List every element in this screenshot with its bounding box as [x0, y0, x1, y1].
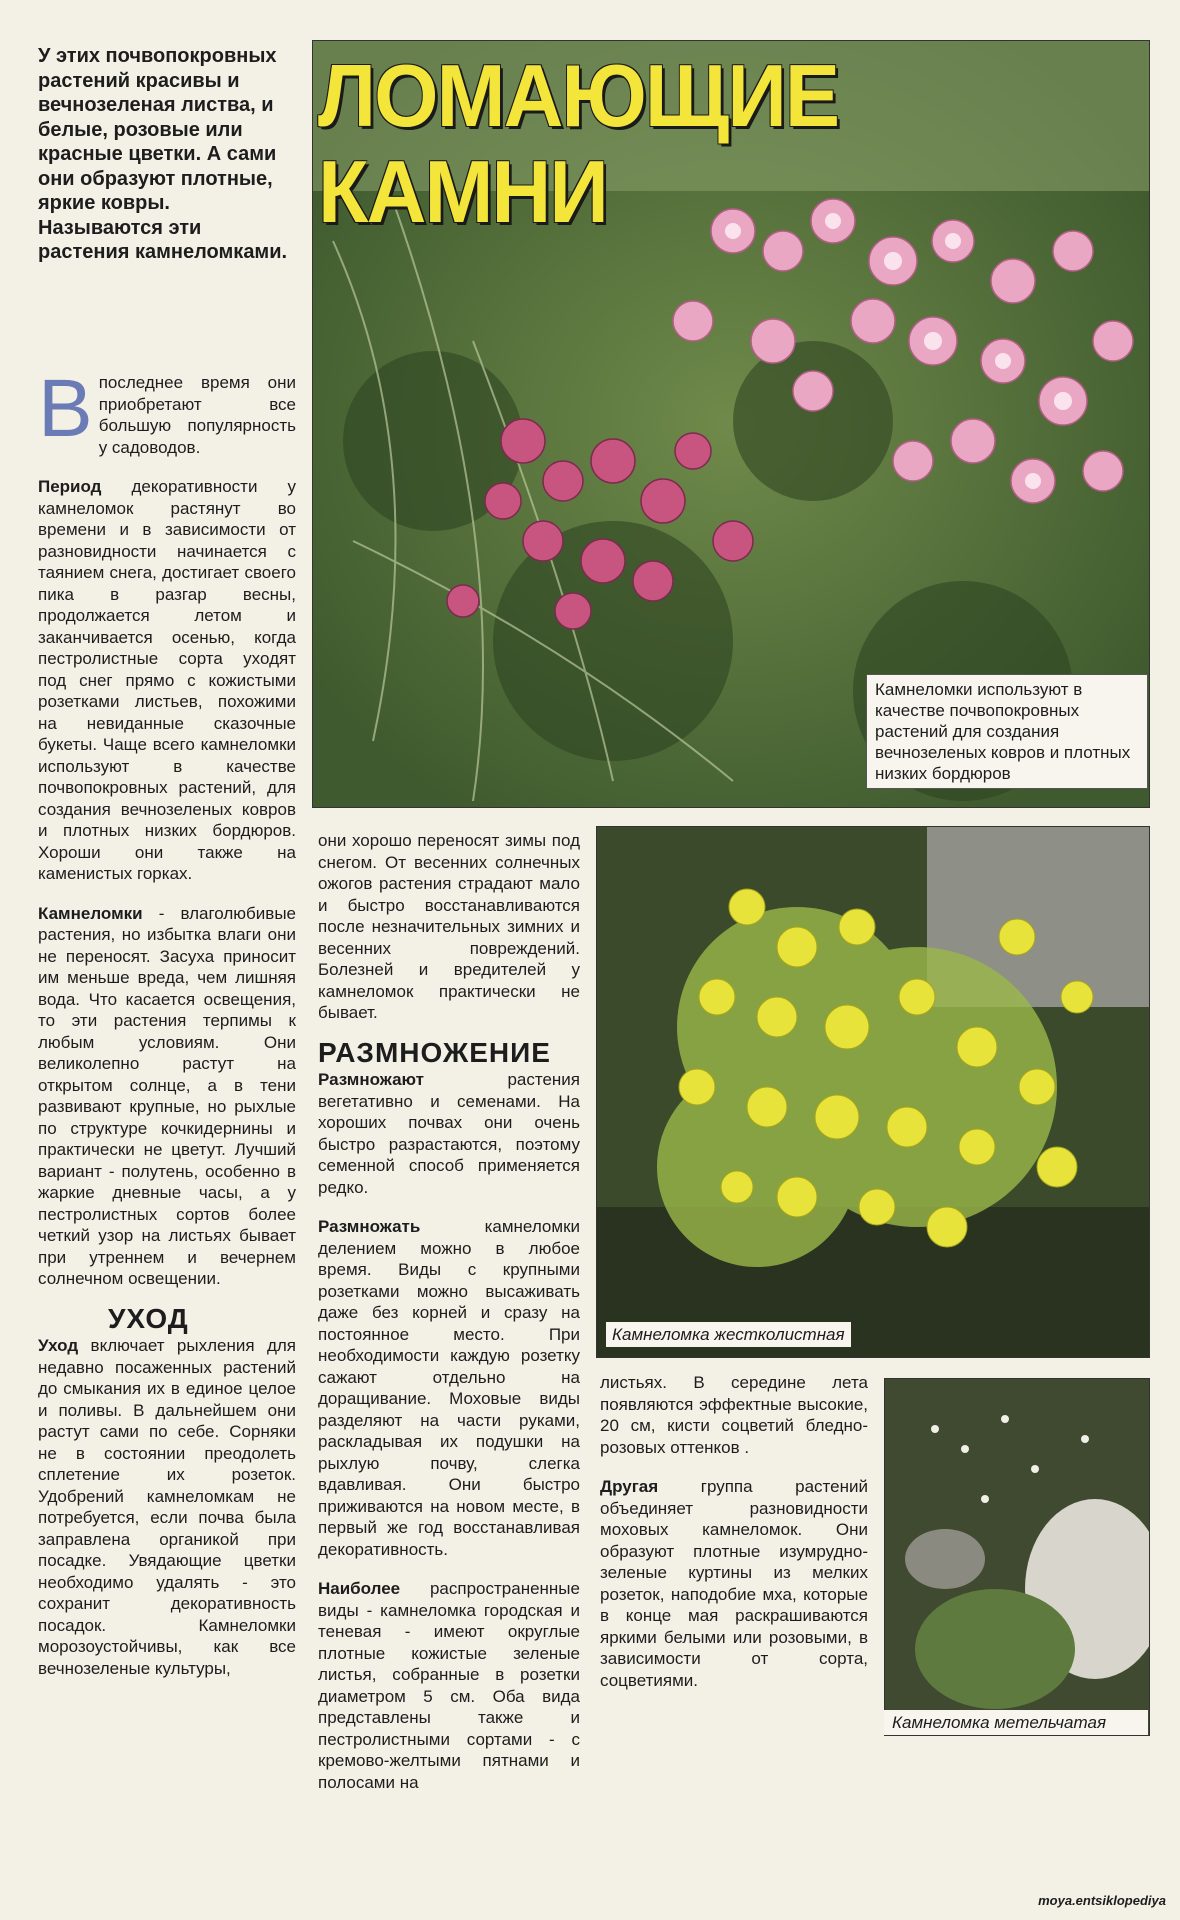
small-plant-illustration	[885, 1379, 1149, 1735]
yellow-flowers-illustration	[597, 827, 1149, 1357]
paragraph-3-first: Камнеломки	[38, 903, 143, 923]
paragraph-1	[38, 363, 296, 458]
paragraph-4-text: включает рыхления для недавно посаженных растений до смыкания их в единое целое и поливы. В дальнейшем они растут сами по себе. Сорняки не в состоянии преодолеть сплетение их розеток. Удобрений камнеломкам не потребуется, если почва была заправлена органикой при посадке. Увядающие цветки необходимо удалять - это сохранит декоративность посадок. Камнеломки морозоустойчивы, как все вечнозеленые культуры,	[38, 1336, 296, 1678]
paragraph-2-text: декоративности у камнеломок растянут во времени и в зависимости от разновидности начинается с таянием снега, достигает своего пика в разгар весны, продолжается летом и заканчивается осенью, когда пестролистные сорта уходят под снег прямо с кожистыми розетками листьев, похожими на невиданные сказочные букеты. Чаще всего камнеломки используют в качестве почвопокровных растений, для создания вечнозеленых ковров и плотных низких бордюров. Хороши они также на каменистых горках.	[38, 477, 296, 883]
photo-yellow-saxifrage	[596, 826, 1150, 1358]
column-2-paragraph-3-text: камнеломки делением можно в любое время. Виды с крупными розетками можно высаживать даже без корней и сразу на постоянное место. При необходимости каждую розетку сажают отдельно на доращивание. Моховые виды разделяют на части руками, раскладывая их подушки на рыхлую почву, слегка вдавливая. Они быстро приживаются на новом месте, в первый же год восстанавливая декоративность.	[318, 1217, 580, 1559]
caption-main-photo: Камнеломки используют в качестве почвопокровных растений для создания вечнозеленых ковров и плотных низких бордюров	[866, 674, 1148, 789]
column-2-paragraph-3	[318, 1216, 580, 1560]
paragraph-2	[38, 476, 296, 885]
column-1	[38, 363, 296, 1697]
column-2-paragraph-2-first: Размножают	[318, 1070, 424, 1089]
paragraph-3-text: - влаголюбивые растения, но избытка влаги они не переносят. Засуха приносит им меньше вреда, чем лишняя вода. Что касается освещения, то эти растения терпимы к любым условиям. Они великолепно растут на открытом солнце, а в тени развивают крупные, но рыхлые по структуре кочкидернины и практически не цветут. Лучший вариант - полутень, особенно в жаркие дневные часы, а у пестролистных сортов более четкий узор на листьях бывает при утреннем и вечернем солнечном освещении.	[38, 903, 296, 1288]
column-2-paragraph-4	[318, 1578, 580, 1793]
dropcap: В	[38, 363, 93, 454]
footer-source: moya.entsiklopediya	[1038, 1893, 1166, 1908]
paragraph-3	[38, 903, 296, 1290]
column-3	[600, 1372, 868, 1709]
column-2-paragraph-4-text: распространенные виды - камнеломка городская и теневая - имеют округлые плотные кожистые зеленые листья, собранные в розетки диаметром 5 см. Оба вида представлены также и пестролистными сортами - с кремово-желтыми пятнами и полосами на	[318, 1579, 580, 1792]
column-2-paragraph-3-first: Размножать	[318, 1217, 421, 1236]
paragraph-2-first: Период	[38, 477, 102, 496]
heading-propagation: РАЗМНОЖЕНИЕ	[318, 1036, 551, 1068]
column-2-paragraph-2-text: растения вегетативно и семенами. На хороших почвах они очень быстро разрастаются, поэтому семенной способ применяется редко.	[318, 1070, 580, 1197]
intro-lead: У этих почвопокровных растений красивы и вечнозеленая листва, и белые, розовые или красные цветки. А сами они образуют плотные, яркие ковры. Называются эти растения камнеломками.	[38, 45, 288, 263]
paragraph-4	[38, 1335, 296, 1679]
article-title: ЛОМАЮЩИЕ КАМНИ	[318, 46, 839, 241]
photo-small-saxifrage	[884, 1378, 1150, 1736]
paragraph-4-first: Уход	[38, 1336, 79, 1355]
column-2-paragraph-2	[318, 1069, 580, 1198]
column-3-paragraph-2	[600, 1476, 868, 1691]
column-3-paragraph-2-first: Другая	[600, 1477, 659, 1496]
heading-care: УХОД	[108, 1302, 189, 1334]
column-2-paragraph-1: они хорошо переносят зимы под снегом. От весенних солнечных ожогов растения страдают мало и быстро восстанавливаются после незначительных зимних и весенних повреждений. Болезней и вредителей у камнеломок практически не бывает.	[318, 831, 580, 1022]
column-3-paragraph-2-text: группа растений объединяет разновидности моховых камнеломок. Они образуют плотные изумрудно-зеленые куртины из мелких розеток, наподобие мха, которые в конце мая раскрашиваются яркими белыми или розовыми, в зависимости от сорта, соцветиями.	[600, 1477, 868, 1690]
column-3-paragraph-1: листьях. В середине лета появляются эффектные высокие, 20 см, кисти соцветий бледно-розовых оттенков .	[600, 1373, 868, 1457]
caption-small-photo: Камнеломка метельчатая	[884, 1710, 1148, 1735]
column-2-paragraph-4-first: Наиболее	[318, 1579, 401, 1598]
caption-yellow-photo: Камнеломка жестколистная	[606, 1322, 851, 1347]
paragraph-1-text: последнее время они приобретают все большую популярность у садоводов.	[98, 373, 296, 457]
column-2	[318, 830, 580, 1811]
